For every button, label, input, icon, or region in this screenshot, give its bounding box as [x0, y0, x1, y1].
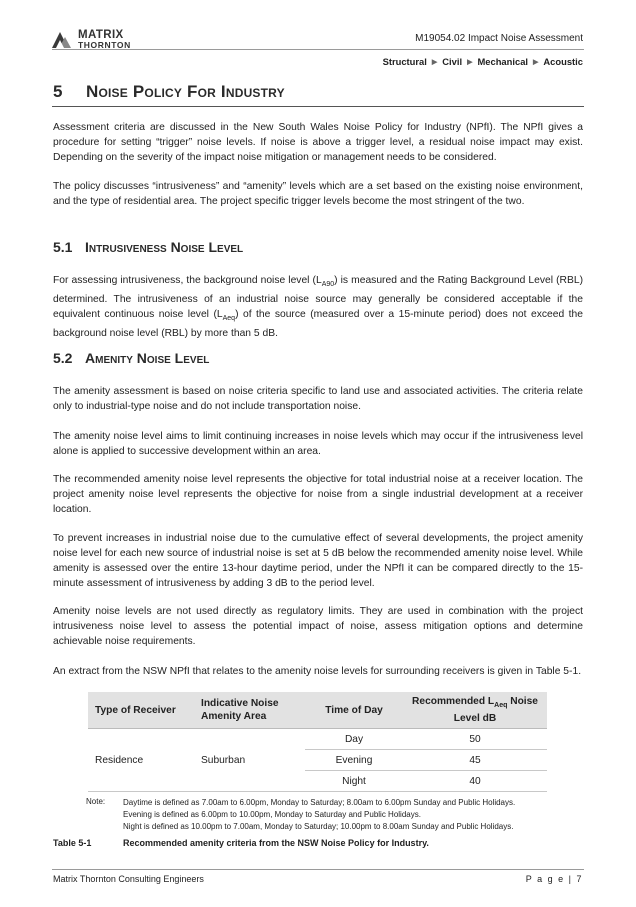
subsection-number: 5.1	[53, 239, 73, 255]
arrow-right-icon: ▶	[533, 58, 539, 66]
amenity-criteria-table	[88, 692, 547, 792]
logo-text-thornton: THORNTON	[78, 40, 131, 50]
section-heading	[53, 82, 285, 102]
cell-time: Evening	[305, 750, 403, 771]
note-lines	[123, 797, 515, 832]
service-structural: Structural	[382, 56, 427, 67]
table-caption	[53, 838, 429, 848]
text-fragment: For assessing intrusiveness, the background noise level (L	[53, 275, 322, 286]
header-receiver: Type of Receiver	[88, 692, 194, 729]
intrusiveness-paragraph	[53, 273, 583, 341]
amenity-paragraph-6: An extract from the NSW NPfI that relates to the amenity noise levels for surrounding receivers is given in Table 5-1.	[53, 666, 582, 677]
subsection-heading-amenity	[53, 350, 209, 366]
amenity-paragraph-5: Amenity noise levels are not used directly as regulatory limits. They are used in combination with the project intrusiveness noise level to assess the potential impact of noise, assess mitigation options and determine achievable noise requirements.	[53, 606, 583, 647]
subscript: Aeq	[222, 315, 236, 323]
subscript: Aeq	[494, 702, 508, 710]
intro-paragraph-1: Assessment criteria are discussed in the New South Wales Noise Policy for Industry (NPfI). The NPfI gives a procedure for setting “trigger” noise levels. If noise is above a trigger level, a residual noise impact may exist. Depending on the severity of the impact noise mitigation or management needs to be considered.	[53, 122, 583, 163]
note-line: Daytime is defined as 7.00am to 6.00pm, Monday to Saturday; 8.00am to 6.00pm Sunday and Public Holidays.	[123, 798, 516, 807]
note-line: Evening is defined as 6.00pm to 10.00pm, Monday to Saturday and Public Holidays.	[123, 809, 421, 819]
footer-divider	[52, 869, 584, 870]
service-mechanical: Mechanical	[477, 56, 529, 67]
footer-company: Matrix Thornton Consulting Engineers	[53, 874, 204, 884]
arrow-right-icon: ▶	[431, 58, 438, 66]
table-row	[88, 729, 547, 750]
service-acoustic: Acoustic	[543, 56, 583, 67]
page-number: P a g e | 7	[525, 874, 583, 884]
services-list	[383, 56, 583, 67]
amenity-paragraph-1: The amenity assessment is based on noise criteria specific to land use and associated activities. The criteria relate only to industrial-type noise and do not include transportation noise.	[53, 386, 583, 412]
text-fragment: Recommended L	[412, 696, 495, 707]
text-fragment: Noise Level dB	[453, 696, 538, 725]
table-header-row	[88, 692, 547, 729]
subsection-heading-intrusiveness	[53, 239, 243, 255]
subscript: A90	[321, 281, 335, 289]
amenity-paragraph-4: To prevent increases in industrial noise due to the cumulative effect of several developments, the project amenity noise level for each new source of industrial noise is set at 5 dB below the recommended amenity noise level. While amenity is assessed over the entire 13-hour daytime period, under the NPfI it can be compared directly to the 15-minute assessment of intrusiveness by adding 3 dB to the period level.	[53, 533, 583, 589]
cell-level: 45	[403, 750, 547, 771]
subsection-title: Amenity Noise Level	[85, 350, 210, 366]
intro-paragraph-2: The policy discusses “intrusiveness” and “amenity” levels which are a set based on the existing noise environment, and the type of residential area. The project specific trigger levels become the most stringent of the two.	[53, 181, 583, 207]
text-fragment: ) is measured and the Rating Background Level (RBL) determined. The intrusiveness of an industrial noise source may generally be considered acceptable if the equivalent continuous noise level (L	[53, 275, 583, 321]
subsection-number: 5.2	[53, 350, 73, 366]
arrow-right-icon: ▶	[467, 58, 473, 66]
service-civil: Civil	[442, 56, 463, 67]
header-level	[403, 692, 547, 729]
logo-mark-icon	[52, 30, 74, 48]
header-divider	[52, 49, 584, 50]
caption-text: Recommended amenity criteria from the NSW Noise Policy for Industry.	[123, 838, 429, 848]
cell-level: 50	[403, 729, 547, 750]
document-reference: M19054.02 Impact Noise Assessment	[415, 33, 583, 44]
section-number: 5	[53, 82, 63, 101]
logo-text-matrix: MATRIX	[78, 29, 124, 41]
cell-receiver: Residence	[88, 729, 194, 792]
caption-label: Table 5-1	[53, 838, 92, 848]
note-label: Note:	[86, 797, 106, 806]
cell-level: 40	[403, 771, 547, 792]
amenity-paragraph-2: The amenity noise level aims to limit continuing increases in noise levels which may occur if the intrusiveness level alone is applied to successive development within an area.	[53, 431, 583, 457]
section-title: Noise Policy For Industry	[86, 82, 285, 101]
header-time: Time of Day	[305, 692, 403, 729]
subsection-title: Intrusiveness Noise Level	[85, 239, 244, 255]
header-area: Indicative Noise Amenity Area	[194, 692, 305, 729]
text-fragment: ) of the source (measured over a 15-minute period) does not exceed the background noise level (RBL) by more than 5 dB.	[53, 309, 583, 340]
cell-time: Night	[305, 771, 403, 792]
amenity-paragraph-3: The recommended amenity noise level represents the objective for total industrial noise at a receiver location. The project amenity noise level represents the objective for noise from a single industrial development at a receiver location.	[53, 474, 583, 515]
cell-time: Day	[305, 729, 403, 750]
cell-area: Suburban	[194, 729, 305, 792]
section-divider	[52, 106, 584, 107]
note-line: Night is defined as 10.00pm to 7.00am, Monday to Saturday; 10.00pm to 8.00am Sunday and Public Holidays.	[123, 821, 514, 831]
